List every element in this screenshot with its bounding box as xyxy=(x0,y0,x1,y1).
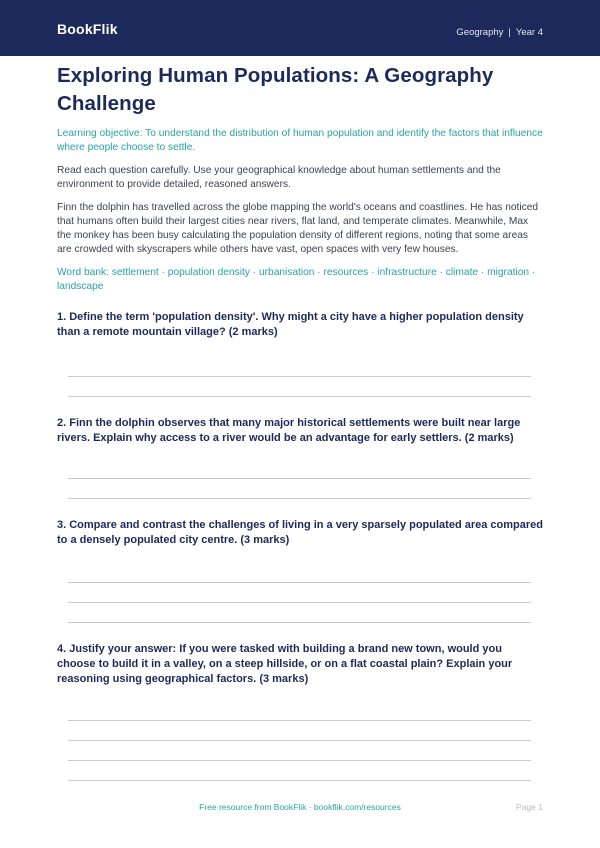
answer-line[interactable] xyxy=(68,498,531,499)
answer-line[interactable] xyxy=(68,396,531,397)
page-number: Page 1 xyxy=(516,802,543,812)
answer-line[interactable] xyxy=(68,740,531,741)
scenario-text: Finn the dolphin has travelled across the globe mapping the world's oceans and coastlines. He has noticed that humans often build their largest cities near rivers, flat land, and temperate climates. Meanwhile, Max the monkey has been busy calculating the population density of different regions, noting that some areas are crowded with skyscrapers while others have vast, open spaces with very few houses. xyxy=(57,202,539,255)
answer-line[interactable] xyxy=(68,602,531,603)
answer-line[interactable] xyxy=(68,622,531,623)
answer-area-3[interactable] xyxy=(57,582,543,623)
year-label: Year 4 xyxy=(515,27,543,38)
header-bar xyxy=(0,0,600,56)
instructions-text: Read each question carefully. Use your geographical knowledge about human settlements and the environment to provide detailed, reasoned answers. xyxy=(57,165,501,190)
question-1: 1. Define the term 'population density'. Why might a city have a higher population density than a remote mountain village? (2 marks) xyxy=(57,311,524,338)
answer-line[interactable] xyxy=(68,582,531,583)
footer-credit[interactable]: Free resource from BookFlik · bookflik.com/resources xyxy=(199,802,401,812)
answer-area-4[interactable] xyxy=(57,720,543,781)
answer-line[interactable] xyxy=(68,478,531,479)
question-3: 3. Compare and contrast the challenges of living in a very sparsely populated area compared to a densely populated city centre. (3 marks) xyxy=(57,519,543,546)
learning-objective: Learning objective: To understand the distribution of human population and identify the factors that influence where people choose to settle. xyxy=(57,128,543,153)
word-bank: Word bank: settlement · population density · urbanisation · resources · infrastructure · climate · migration · landscape xyxy=(57,267,536,292)
answer-line[interactable] xyxy=(68,720,531,721)
worksheet-title: Exploring Human Populations: A Geography Challenge xyxy=(57,64,494,115)
subject-year-label xyxy=(456,27,543,38)
answer-line[interactable] xyxy=(68,760,531,761)
question-4: 4. Justify your answer: If you were tasked with building a brand new town, would you choose to build it in a valley, on a steep hillside, or on a flat coastal plain? Explain your reasoning using geographical factors. (3 marks) xyxy=(57,643,513,685)
brand-logo[interactable]: BookFlik xyxy=(57,21,118,37)
subject-label: Geography xyxy=(456,27,504,38)
answer-line[interactable] xyxy=(68,780,531,781)
header-separator: | xyxy=(508,27,511,38)
worksheet-content xyxy=(57,62,543,781)
answer-area-1[interactable] xyxy=(57,376,543,397)
answer-area-2[interactable] xyxy=(57,478,543,499)
question-2: 2. Finn the dolphin observes that many major historical settlements were built near large rivers. Explain why access to a river would be an advantage for early settlers. (2 marks) xyxy=(57,417,521,444)
answer-line[interactable] xyxy=(68,376,531,377)
